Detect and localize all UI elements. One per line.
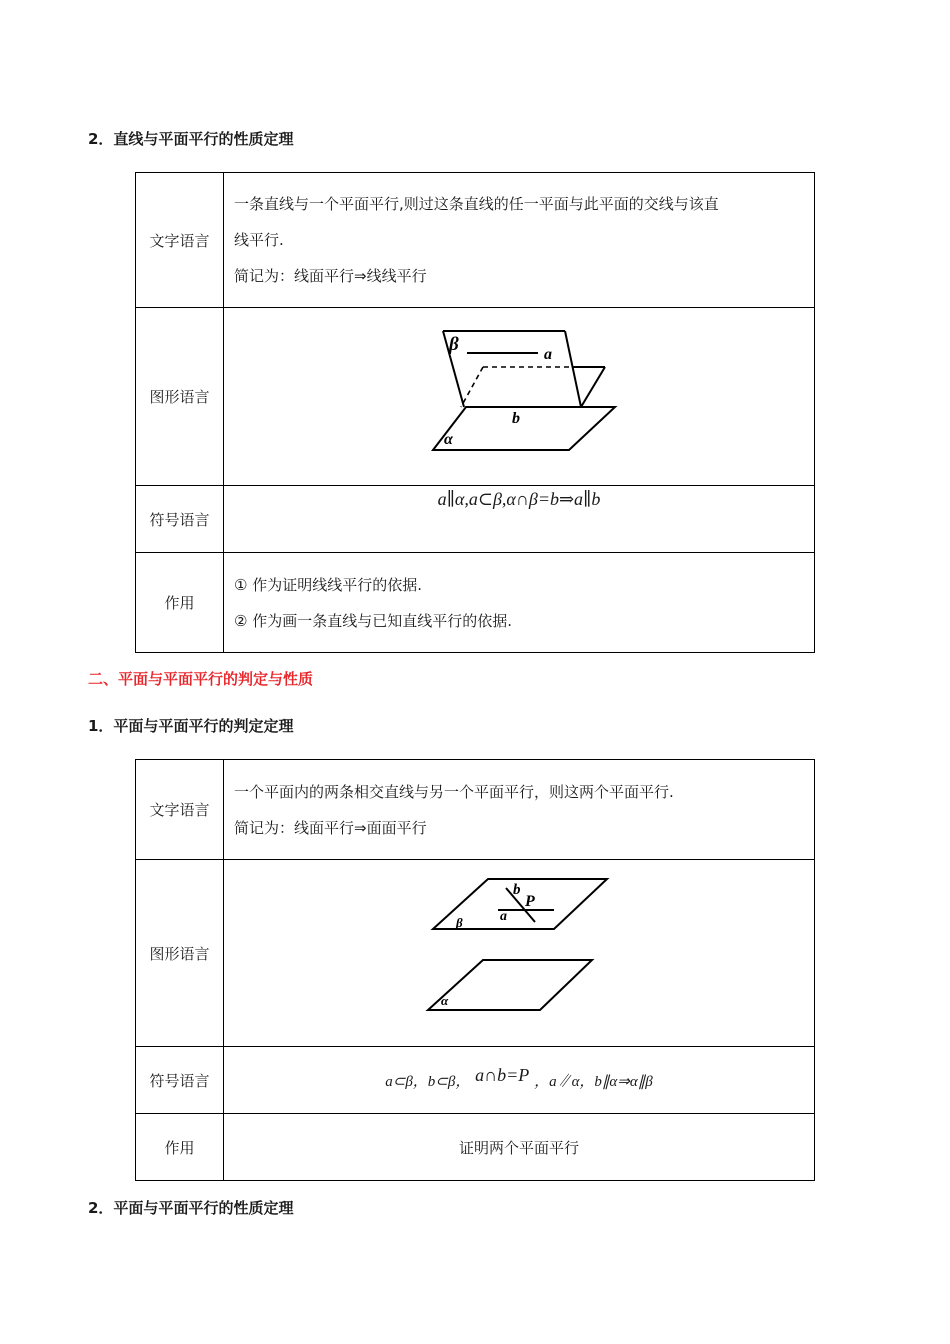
symbol-cell	[224, 486, 815, 553]
symbol-part: ，a∥α，b∥α⇒α∥β	[534, 1073, 653, 1090]
label-P: P	[525, 893, 535, 910]
symbol-expression: a∥α,a⊂β,α∩β=b⇒a∥b	[437, 489, 601, 509]
plane-beta-right-edge	[565, 331, 581, 407]
label-b: b	[513, 882, 521, 898]
use-cell: 证明两个平面平行	[224, 1114, 815, 1181]
section-heading-plane-plane-property: 2．平面与平面平行的性质定理	[88, 1199, 294, 1217]
figure-plane-plane-parallel	[234, 860, 804, 1046]
row-label-text: 文字语言	[136, 760, 224, 860]
symbol-part: a⊂β，b⊂β，	[385, 1073, 471, 1090]
row-label-symbol: 符号语言	[136, 486, 224, 553]
section-heading-plane-plane-criterion: 1．平面与平面平行的判定定理	[88, 717, 294, 735]
figure-cell	[224, 308, 815, 486]
row-label-symbol: 符号语言	[136, 1047, 224, 1114]
text-line: 一个平面内的两条相交直线与另一个平面平行，则这两个平面平行.	[234, 782, 674, 801]
figure-cell	[224, 860, 815, 1047]
plane-alpha	[428, 960, 592, 1010]
table-row	[136, 553, 815, 653]
row-label-figure: 图形语言	[136, 860, 224, 1047]
figure-line-plane-parallel	[234, 308, 804, 485]
label-alpha: α	[444, 431, 453, 448]
table-row	[136, 486, 815, 553]
text-line: 一条直线与一个平面平行,则过这条直线的任一平面与此平面的交线与该直	[234, 195, 719, 213]
symbol-cell	[224, 1047, 815, 1114]
table-row	[136, 860, 815, 1047]
theorem-table-plane-plane-criterion	[135, 759, 815, 1181]
label-beta: β	[456, 915, 463, 930]
table-row	[136, 173, 815, 308]
text-line: 线平行.	[234, 231, 284, 249]
label-beta: β	[449, 334, 459, 355]
label-a: a	[544, 346, 552, 363]
theorem-table-line-plane-property	[135, 172, 815, 653]
row-label-use: 作用	[136, 553, 224, 653]
symbol-intersection: a∩b=P	[475, 1064, 530, 1085]
label-b: b	[512, 410, 520, 427]
use-item: ① 作为证明线线平行的依据.	[234, 575, 422, 594]
text-line: 简记为：线面平行⇒线线平行	[234, 267, 427, 285]
label-alpha: α	[441, 993, 449, 1008]
section-heading-plane-plane: 二、平面与平面平行的判定与性质	[88, 670, 314, 688]
table-row	[136, 1047, 815, 1114]
use-cell	[224, 553, 815, 653]
row-label-figure: 图形语言	[136, 308, 224, 486]
table-row	[136, 1114, 815, 1181]
use-item: ② 作为画一条直线与已知直线平行的依据.	[234, 611, 512, 630]
text-line: 简记为：线面平行⇒面面平行	[234, 818, 427, 837]
row-label-text: 文字语言	[136, 173, 224, 308]
hidden-edge-slant	[461, 367, 483, 407]
table-row	[136, 760, 815, 860]
plane-alpha-far-edge	[581, 367, 605, 407]
text-language-cell	[224, 760, 815, 860]
section-heading-line-plane-property: 2．直线与平面平行的性质定理	[88, 130, 294, 148]
label-a: a	[500, 909, 507, 924]
row-label-use: 作用	[136, 1114, 224, 1181]
table-row	[136, 308, 815, 486]
text-language-cell	[224, 173, 815, 308]
plane-alpha	[433, 407, 615, 450]
